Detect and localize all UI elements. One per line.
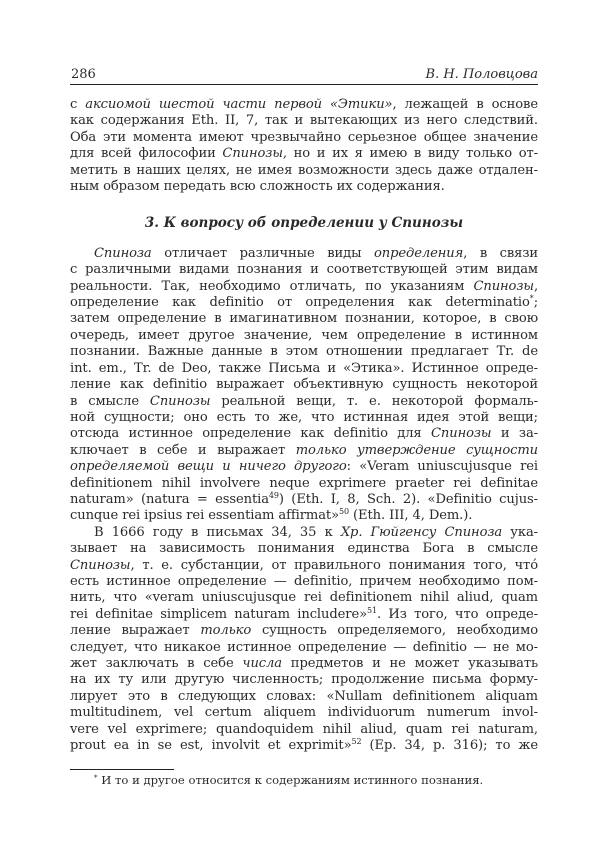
- main-text: [70, 97, 538, 754]
- footnote-reference: 49: [268, 490, 279, 500]
- text-line: затем определение в имагинативном познании, которое, в свою: [70, 311, 538, 327]
- text-line: int. em., Tr. de Deo, также Письма и «Этика». Истинное опреде-: [70, 360, 538, 376]
- paragraph-intro: [70, 97, 538, 195]
- running-head-author: В. Н. Половцова: [425, 67, 538, 82]
- text-line: следует, что никакое истинное определение — definitio — не мо-: [70, 639, 538, 655]
- text-line: жет заключать в себе числа предметов и не может указывать: [70, 656, 538, 671]
- emphasis: Спинозы: [149, 393, 211, 409]
- page-number: 286: [71, 67, 96, 82]
- text-line: prout ea in se est, involvit et exprimit»$^{52}$ (Ep. 34, p. 316); то же: [70, 737, 538, 754]
- footnote-reference: 51: [367, 605, 377, 615]
- text-line: definitionem nihil involvere neque exprimere praeter rei definitae: [70, 475, 538, 491]
- text-line: в смысле Спинозы реальной вещи, т. е. некоторой формаль-: [70, 393, 538, 409]
- running-header: [70, 67, 538, 85]
- text-line: Оба эти момента имеют чрезвычайно серьезное общее значение: [70, 129, 538, 145]
- emphasis: Спинозы: [222, 146, 283, 162]
- footnote: [94, 773, 534, 787]
- emphasis: определения: [373, 245, 464, 261]
- text-line: multitudinem, vel certum aliquem individuorum numerum invol-: [70, 705, 538, 721]
- text-line: Спиноза отличает различные виды определения, в связи: [94, 245, 538, 261]
- text-line: vere vel exprimere; quandoquidem nihil aliud, quam rei naturam,: [70, 721, 538, 737]
- emphasis: Спинозы: [431, 426, 492, 442]
- text-line: отсюда истинное определение как definitio для Спинозы и за-: [70, 426, 538, 442]
- text-line: определение как definitio от определения как determinatio*;: [70, 294, 538, 311]
- paragraph-definition-types: [70, 246, 538, 525]
- text-line: определяемой вещи и ничего другого: «Veram uniuscujusque rei: [70, 459, 538, 475]
- text-line: как содержания Eth. II, 7, так и вытекающих из него следствий.: [70, 113, 538, 129]
- text-line: rei definitae simplicem naturam includere»$^{51}$. Из того, что опреде-: [70, 605, 539, 622]
- footnote-reference: *: [529, 294, 534, 304]
- text-line: для всей философии Спинозы, но и их я имею в виду только от-: [70, 146, 538, 162]
- emphasis: только: [200, 623, 252, 639]
- text-line: с аксиомой шестой части первой «Этики», лежащей в основе: [70, 97, 538, 112]
- text-line: ление выражает только сущность определяемого, необходимо: [70, 623, 539, 639]
- book-page: [70, 0, 538, 849]
- footnote-reference: 50: [338, 507, 349, 517]
- text-line: зывает на зависимость понимания единства Бога в смысле: [70, 541, 538, 557]
- emphasis: числа: [242, 656, 282, 671]
- emphasis: Спиноза: [94, 245, 152, 261]
- text-line: ной сущности; оно есть то же, что истинная идея этой вещи;: [70, 409, 538, 425]
- text-line: ление как definitio выражает объективную сущность некоторой: [70, 377, 538, 393]
- emphasis: Хр. Гюйгенсу Спиноза: [340, 524, 503, 540]
- text-line: очередь, имеет другое значение, чем определение в истинном: [70, 327, 538, 343]
- text-line: cunque rei ipsius rei essentiam affirmat»$^{50}$ (Eth. III, 4, Dem.).: [70, 507, 473, 524]
- emphasis: Спинозы: [473, 278, 534, 294]
- paragraph-huygens-letters: [70, 525, 538, 755]
- text-line: на их ту или другую численность; продолжение письма форму-: [70, 672, 538, 688]
- text-line: познании. Важные данные в этом отношении предлагает Tr. de: [70, 344, 538, 360]
- text-line: лирует это в следующих словах: «Nullam definitionem aliquam: [70, 688, 538, 704]
- text-line: Спинозы, т. е. субстанции, от правильного понимания того, что́: [70, 557, 538, 573]
- text-line: нить, что «veram uniuscujusque rei definitionem nihil aliud, quam: [70, 590, 538, 606]
- emphasis: Спинозы: [70, 557, 131, 573]
- text-line: ным образом передать всю сложность их содержания.: [70, 179, 445, 195]
- text-line: метить в наших целях, не имея возможности здесь даже отдален-: [70, 162, 538, 178]
- text-line: с различными видами познания и соответствующей этим видам: [70, 262, 538, 278]
- text-line: есть истинное определение — definitio, причем необходимо пом-: [70, 573, 538, 589]
- footnote-text: И то и другое относится к содержаниям истинного познания.: [101, 773, 484, 787]
- emphasis: определяемой вещи и ничего другого: [70, 459, 347, 475]
- section-heading: 3. К вопросу об определении у Спинозы: [144, 215, 464, 232]
- emphasis: только утверждение сущности: [295, 442, 538, 458]
- footnote-reference: 52: [351, 737, 362, 747]
- text-line: ключает в себе и выражает только утверждение сущности: [70, 442, 538, 458]
- text-line: реальности. Так, необходимо отличать, по указаниям Спинозы,: [70, 278, 538, 294]
- text-line: naturam» (natura = essentia$^{49}$) (Eth. I, 8, Sch. 2). «Definitio cujus-: [70, 490, 538, 507]
- footnote-marker: *: [94, 774, 98, 782]
- footnote-divider: [70, 769, 174, 770]
- emphasis: аксиомой шестой части первой «Этики»: [85, 97, 393, 112]
- text-line: В 1666 году в письмах 34, 35 к Хр. Гюйгенсу Спиноза ука-: [94, 524, 538, 540]
